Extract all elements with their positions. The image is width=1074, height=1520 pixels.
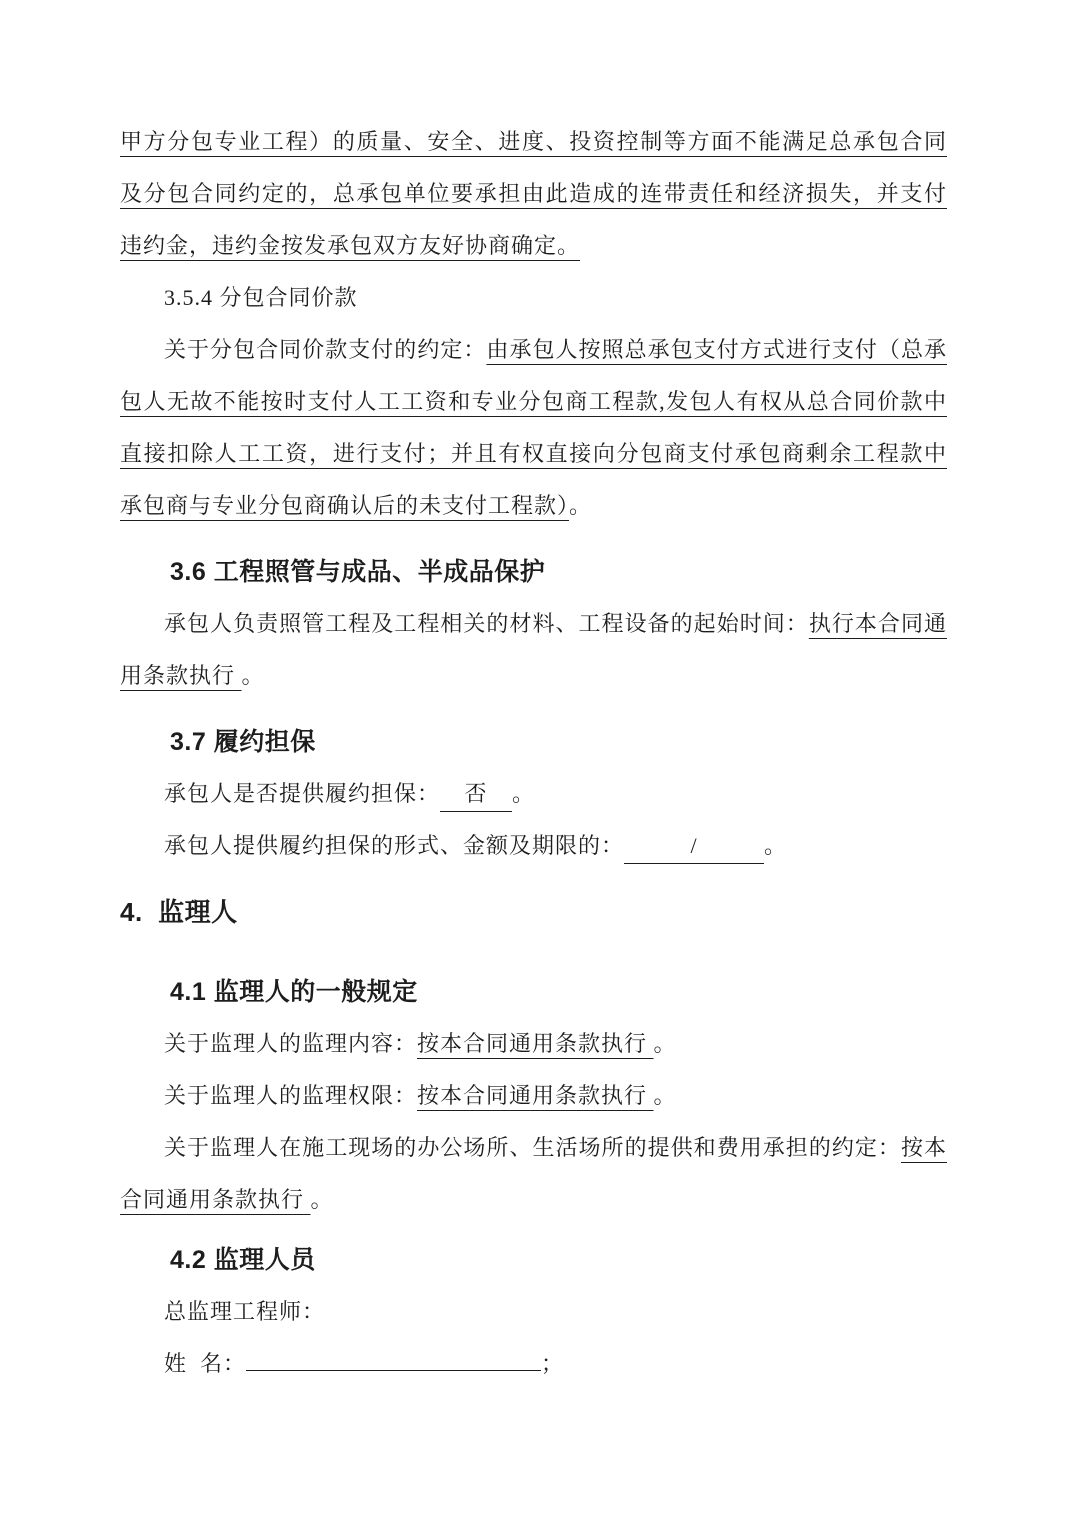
security-provided-answer-blank: 否 (440, 781, 512, 812)
label-supervision-authority: 关于监理人的监理权限： (164, 1083, 418, 1108)
para-supervision-site-facilities (120, 1122, 947, 1226)
heading-4 (120, 886, 947, 938)
underlined-care-answer: 执行本合同通用条款执行 (120, 611, 947, 688)
underlined-supervision-content-answer: 按本合同通用条款执行 (417, 1031, 654, 1056)
heading-4-2 (120, 1234, 947, 1286)
underlined-site-facilities-answer: 按本合同通用条款执行 (120, 1135, 947, 1212)
underlined-liability-text: 甲方分包专业工程）的质量、安全、进度、投资控制等方面不能满足总承包合同及分包合同约定的，总承包单位要承担由此造成的连带责任和经济损失，并支付违约金，违约金按发承包双方友好协商确定。 (120, 129, 947, 258)
period: 。 (569, 493, 593, 518)
period: 。 (241, 663, 265, 688)
label-security-form: 承包人提供履约担保的形式、金额及期限的： (164, 833, 625, 858)
para-subcontract-price-payment (120, 324, 947, 532)
para-performance-security-form (120, 820, 947, 872)
period: 。 (764, 833, 788, 858)
para-chief-supervising-engineer (120, 1286, 947, 1338)
semicolon: ； (541, 1351, 565, 1376)
heading-supervisor-personnel: 4.2 监理人员 (170, 1246, 316, 1274)
underlined-supervision-authority-answer: 按本合同通用条款执行 (417, 1083, 654, 1108)
para-supervisor-name (120, 1338, 947, 1390)
label-price-payment: 关于分包合同价款支付的约定： (164, 337, 487, 362)
label-security-provided: 承包人是否提供履约担保： (164, 781, 441, 806)
document-body (120, 116, 947, 1390)
para-performance-security-provided (120, 768, 947, 820)
label-chief-engineer: 总监理工程师： (164, 1299, 326, 1324)
period: 。 (653, 1031, 677, 1056)
heading-care-of-works: 3.6 工程照管与成品、半成品保护 (170, 558, 546, 586)
heading-supervisor-general: 4.1 监理人的一般规定 (170, 978, 418, 1006)
heading-supervisor: 4. 监理人 (120, 897, 238, 927)
security-form-blank: / (624, 833, 764, 864)
para-care-of-works (120, 598, 947, 702)
supervisor-name-blank (246, 1340, 541, 1371)
heading-performance-security: 3.7 履约担保 (170, 728, 316, 756)
period: 。 (512, 781, 536, 806)
period: 。 (653, 1083, 677, 1108)
label-name: 姓 名： (164, 1351, 247, 1376)
clause-number-title: 3.5.4 分包合同价款 (164, 285, 358, 310)
label-care-start-time: 承包人负责照管工程及工程相关的材料、工程设备的起始时间： (164, 611, 809, 636)
heading-3-6 (120, 546, 947, 598)
label-site-facilities: 关于监理人在施工现场的办公场所、生活场所的提供和费用承担的约定： (164, 1135, 901, 1160)
underlined-price-payment-terms: 由承包人按照总承包支付方式进行支付（总承包人无故不能按时支付人工工资和专业分包商工程款,发包人有权从总合同价款中直接扣除人工工资，进行支付；并且有权直接向分包商支付承包商剩余工程款中承包商与专业分包商确认后的未支付工程款） (120, 337, 947, 518)
period: 。 (310, 1187, 334, 1212)
heading-3-7 (120, 716, 947, 768)
para-supervision-content (120, 1018, 947, 1070)
heading-3-5-4 (120, 272, 947, 324)
label-supervision-content: 关于监理人的监理内容： (164, 1031, 418, 1056)
heading-4-1 (120, 966, 947, 1018)
para-supervision-authority (120, 1070, 947, 1122)
para-subcontract-liability-continuation (120, 116, 947, 272)
